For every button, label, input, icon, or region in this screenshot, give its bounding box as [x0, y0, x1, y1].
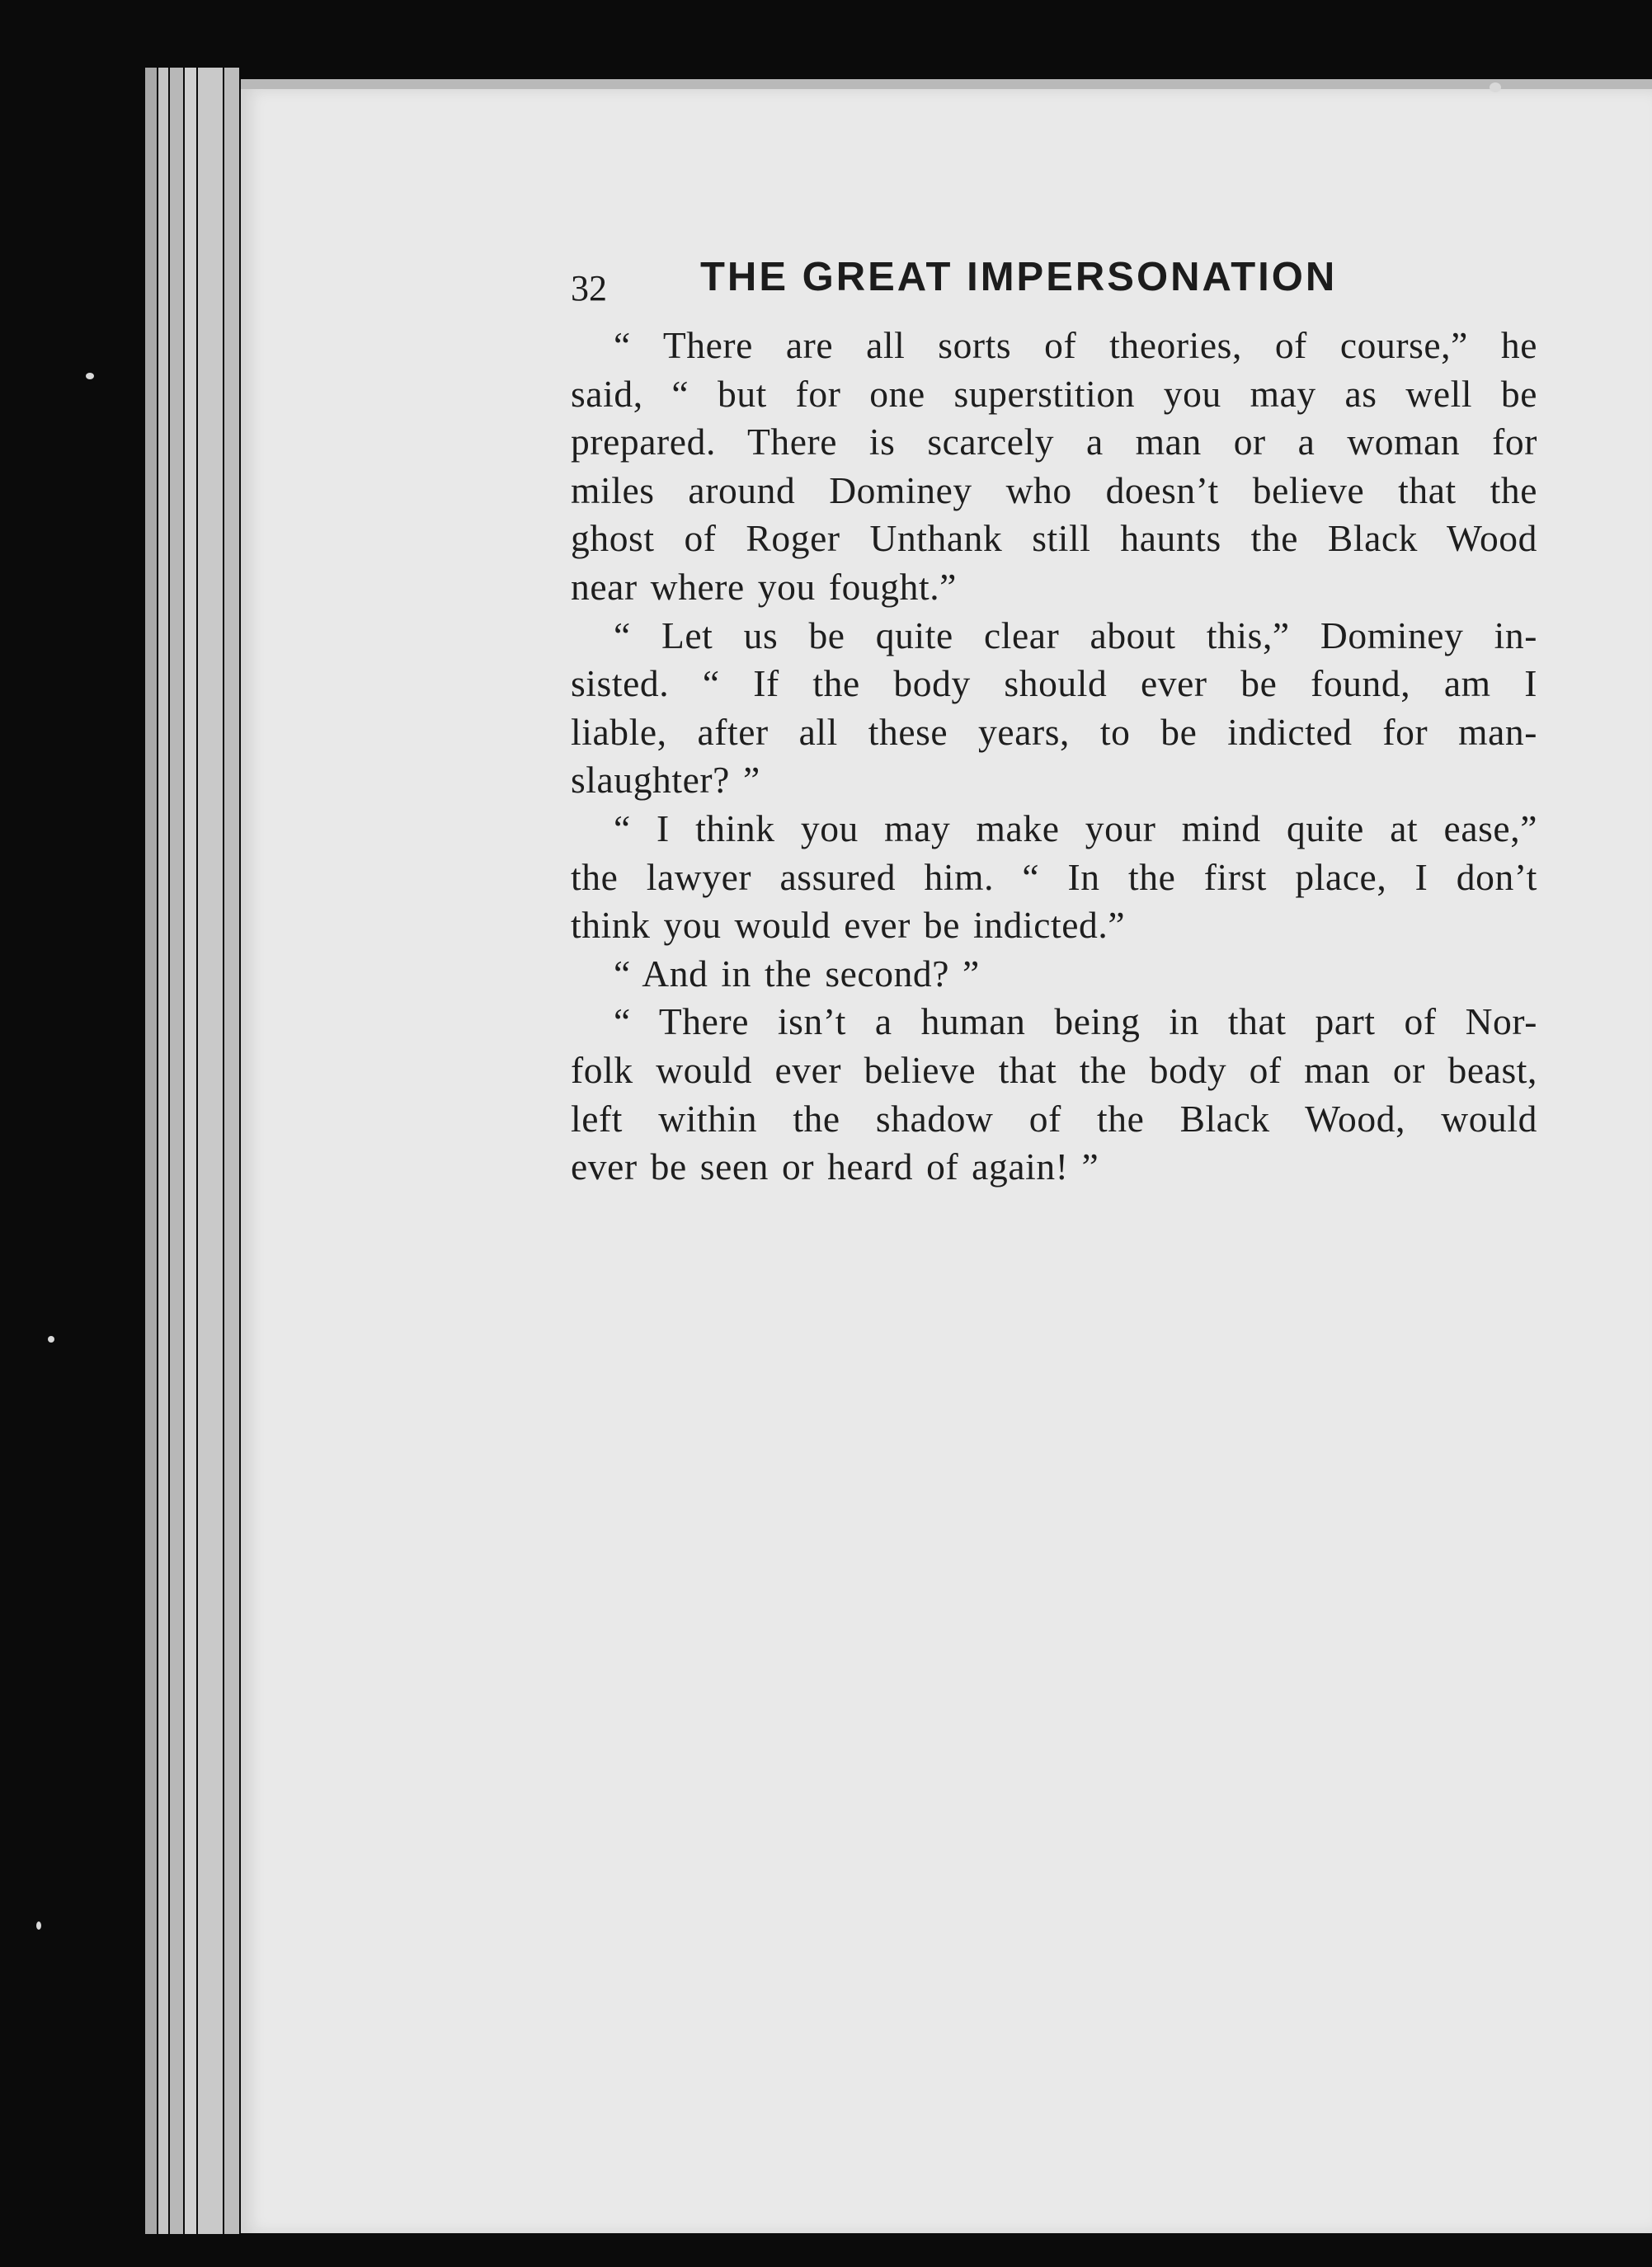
body-text [571, 322, 1537, 1192]
dust-speck [86, 373, 94, 379]
dust-speck [36, 1921, 41, 1930]
text-line: “ Let us be quite clear about this,” Dominey in- [614, 614, 1537, 656]
page-edge [224, 68, 239, 2234]
page-header [571, 254, 1420, 312]
text-line: sisted. “ If the body should ever be found, am I [571, 662, 1537, 705]
text-line: folk would ever believe that the body of man or beast, [571, 1048, 1537, 1091]
text-line: “ I think you may make your mind quite at ease,” [614, 807, 1537, 849]
text-line: liable, after all these years, to be indicted for man- [571, 710, 1537, 753]
text-line: prepared. There is scarcely a man or a woman for [571, 421, 1537, 463]
dust-speck [1490, 82, 1501, 92]
text-line: the lawyer assured him. “ In the first place, I don’t [571, 855, 1537, 898]
dust-speck [48, 1336, 54, 1343]
page-edge [170, 68, 183, 2234]
text-line: slaughter? ” [571, 759, 760, 802]
text-line: said, “ but for one superstition you may as well be [571, 372, 1537, 415]
page-edge [145, 68, 157, 2234]
text-line: “ There are all sorts of theories, of course,” he [614, 324, 1537, 366]
page-edge [185, 68, 196, 2234]
text-line: miles around Dominey who doesn’t believe that the [571, 468, 1537, 511]
page-edge [158, 68, 168, 2234]
text-line: think you would ever be indicted.” [571, 904, 1126, 947]
text-line: ghost of Roger Unthank still haunts the Black Wood [571, 517, 1537, 560]
text-line: “ There isn’t a human being in that part of Nor- [614, 1000, 1537, 1043]
page-number: 32 [571, 268, 607, 308]
text-line: “ And in the second? ” [614, 952, 980, 995]
text-line: ever be seen or heard of again! ” [571, 1145, 1099, 1188]
page-top-edge [241, 79, 1652, 89]
text-line: near where you fought.” [571, 565, 957, 608]
page-edge [198, 68, 223, 2234]
text-line: left within the shadow of the Black Wood, would [571, 1097, 1537, 1140]
running-head: THE GREAT IMPERSONATION [700, 255, 1338, 299]
